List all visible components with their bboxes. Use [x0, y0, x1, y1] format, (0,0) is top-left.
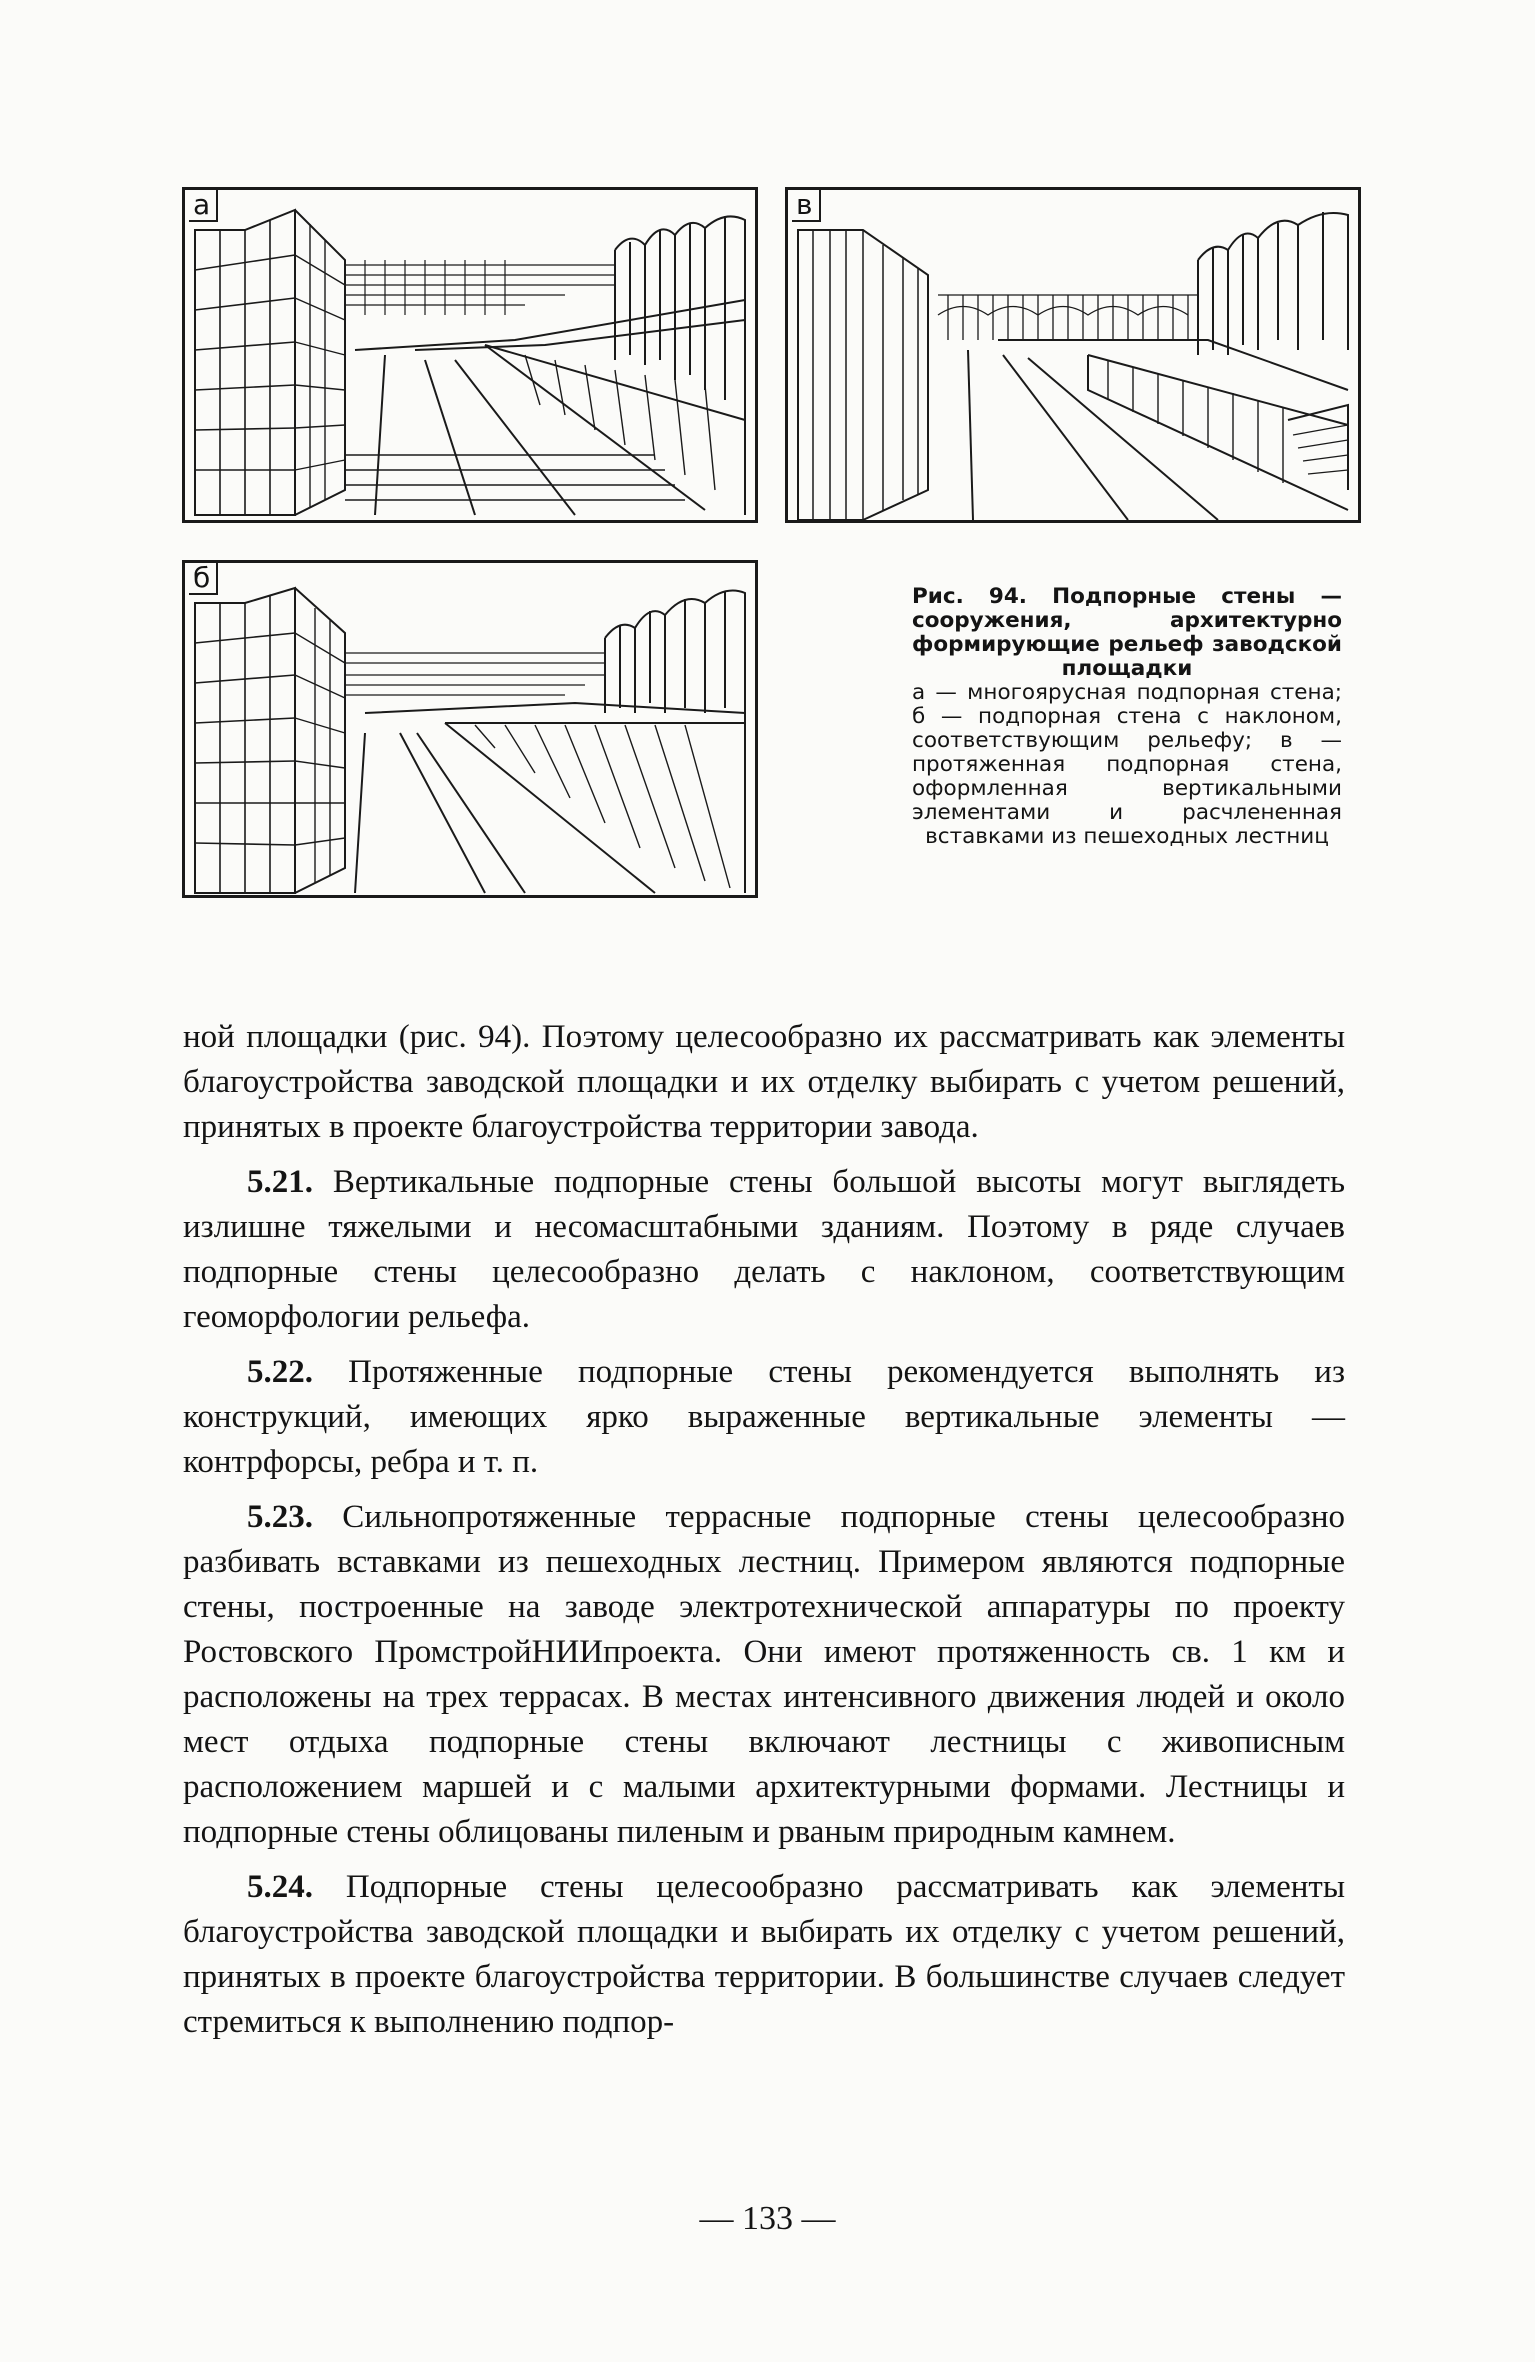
figure-v — [785, 187, 1361, 523]
paragraph-text: Протяженные подпорные стены рекомендуется выполнять из конструкций, имеющих ярко выраженные вертикальные элементы — контрфорсы, ребра и т. п. — [183, 1354, 1345, 1480]
paragraph-5-23 — [183, 1495, 1345, 1855]
section-number: 5.23. — [247, 1499, 313, 1535]
paragraph-5-24 — [183, 1865, 1345, 2045]
caption-text: а — многоярусная подпорная стена; б — подпорная стена с наклоном, соответствующим рельефу; в — протяженная подпорная стена, оформленная вертикальными элементами и расчлененная вставками из пешеходных лестниц — [912, 680, 1342, 849]
figure-b-drawing — [185, 563, 755, 895]
figure-v-drawing — [788, 190, 1358, 520]
section-number: 5.21. — [247, 1164, 313, 1200]
figure-b-letter: б — [189, 563, 218, 595]
paragraph-text: Подпорные стены целесообразно рассматривать как элементы благоустройства заводской площадки и выбирать их отделку с учетом решений, принятых в проекте благоустройства территории. В большинстве случаев следует стремиться к выполнению подпор- — [183, 1869, 1345, 2040]
figure-v-letter: в — [792, 190, 821, 222]
figure-caption — [912, 585, 1342, 849]
section-number: 5.24. — [247, 1869, 313, 1905]
figure-a-letter: а — [189, 190, 218, 222]
paragraph-text: Вертикальные подпорные стены большой высоты могут выглядеть излишне тяжелыми и несомасштабными зданиям. Поэтому в ряде случаев подпорные стены целесообразно делать с наклоном, соответствующим геоморфологии рельефа. — [183, 1164, 1345, 1335]
section-number: 5.22. — [247, 1354, 313, 1390]
paragraph-5-22 — [183, 1350, 1345, 1485]
body-text — [183, 1015, 1345, 2045]
paragraph-text: Сильнопротяженные террасные подпорные стены целесообразно разбивать вставками из пешеходных лестниц. Примером являются подпорные стены, построенные на заводе электротехнической аппаратуры по проекту Ростовского ПромстройНИИпроекта. Они имеют протяженность св. 1 км и расположены на трех террасах. В местах интенсивного движения людей и около мест отдыха подпорные стены включают лестницы с живописным расположением маршей и с малыми архитектурными формами. Лестницы и подпорные стены облицованы пиленым и рваным природным камнем. — [183, 1499, 1345, 1850]
caption-title: Рис. 94. Подпорные стены — сооружения, архитектурно формирующие рельеф заводской площадки — [912, 584, 1342, 681]
figure-b — [182, 560, 758, 898]
paragraph-1 — [183, 1015, 1345, 1150]
figure-a — [182, 187, 758, 523]
page-number: — 133 — — [699, 2200, 836, 2237]
paragraph-1-text: ной площадки (рис. 94). Поэтому целесообразно их рассматривать как элементы благоустройства заводской площадки и их отделку выбирать с учетом решений, принятых в проекте благоустройства территории завода. — [183, 1019, 1345, 1145]
figure-a-drawing — [185, 190, 755, 520]
paragraph-5-21 — [183, 1160, 1345, 1340]
